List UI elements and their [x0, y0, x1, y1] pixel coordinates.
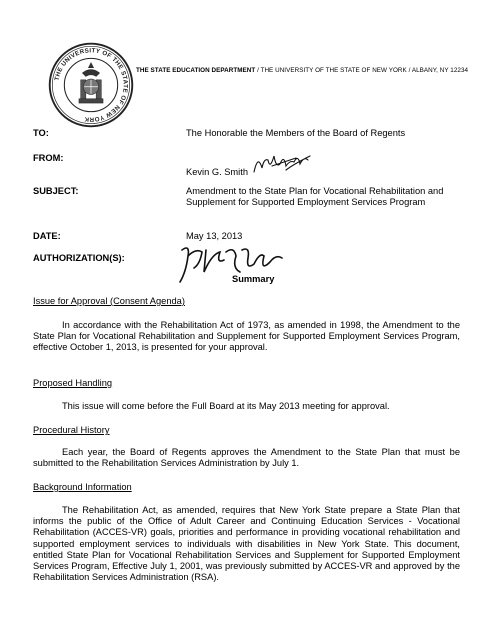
subject-label: SUBJECT:: [33, 186, 79, 196]
section-text-handling: This issue will come before the Full Board at its May 2013 meeting for approval.: [62, 401, 390, 411]
letterhead-org: THE STATE EDUCATION DEPARTMENT: [136, 67, 256, 74]
to-value: The Honorable the Members of the Board of Regents: [186, 128, 406, 138]
from-label: FROM:: [33, 153, 64, 163]
seal-text: THE UNIVERSITY OF THE STATE OF NEW YORK: [53, 47, 129, 123]
date-label: DATE:: [33, 231, 61, 241]
from-value: Kevin G. Smith: [186, 167, 249, 177]
letterhead-address: / THE UNIVERSITY OF THE STATE OF NEW YORK / ALBANY, NY 12234: [255, 67, 469, 74]
date-value: May 13, 2013: [186, 231, 243, 241]
section-text-background: The Rehabilitation Act, as amended, requires that New York State prepare a State Plan that informs the public of the Office of Adult Career and Continuing Education Services - Vocational Rehabilitation (ACCES-VR) goals, priorities and performance in providing vocational rehabilitation and supported employment services to individuals with disabilities in New York State. This document, entitled State Plan for Vocational Rehabilitation Services and Supplement for Supported Employment Services Program, Effective July 1, 2001, was previously submitted by ACCES-VR and approved by the Rehabilitation Services Administration (RSA).: [33, 505, 460, 583]
section-heading-handling: Proposed Handling: [33, 378, 113, 388]
section-text-issue: In accordance with the Rehabilitation Act of 1973, as amended in 1998, the Amendment to the State Plan for Vocational Rehabilitation and Supplement for Supported Employment Services Program, effective October 1, 2013, is presented for your approval.: [33, 320, 460, 353]
from-signature: [250, 150, 314, 176]
to-label: TO:: [33, 128, 49, 138]
section-heading-issue: Issue for Approval (Consent Agenda): [33, 296, 185, 306]
authorization-label: AUTHORIZATION(S):: [33, 253, 125, 263]
summary-heading: Summary: [232, 274, 275, 284]
letterhead: [136, 67, 468, 74]
section-heading-history: Procedural History: [33, 425, 110, 435]
subject-value: Amendment to the State Plan for Vocational Rehabilitation and Supplement for Supported Employment Services Program: [186, 186, 444, 208]
state-seal-logo: [48, 42, 134, 128]
section-text-history: Each year, the Board of Regents approves the Amendment to the State Plan that must be submitted to the Rehabilitation Services Administration by July 1.: [33, 447, 460, 469]
section-heading-background: Background Information: [33, 482, 132, 492]
